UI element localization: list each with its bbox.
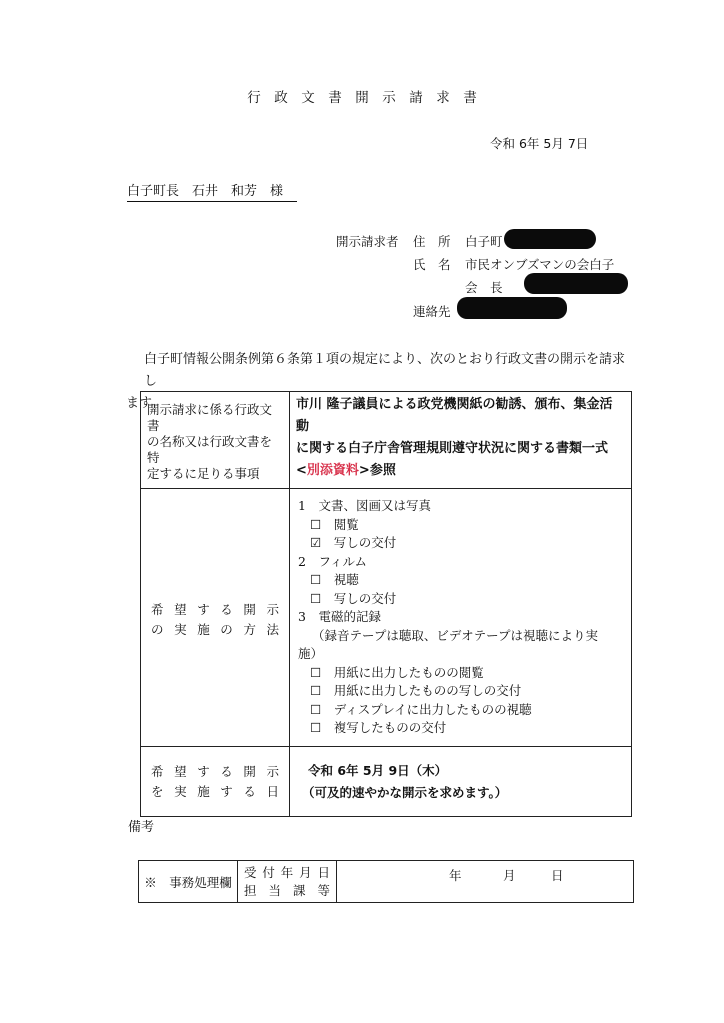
intro-line-1: 白子町情報公開条例第６条第１項の規定により、次のとおり行政文書の開示を請求し [144,352,626,389]
received-date-label: 受付年月日 [244,864,330,880]
address-label: 住 所 [413,234,451,249]
document-name-line-2: に関する白子庁舎管理規則遵守状況に関する書類一式 [296,441,609,456]
document-name-label-line: の名称又は行政文書を特 [147,434,273,465]
document-name-row [141,392,632,489]
document-name-line-1: 市川 隆子議員による政党機関紙の勧誘、頒布、集金活動 [296,397,613,434]
method-heading-documents: 1 文書、図画又は写真 [298,498,431,513]
attachment-highlight: 別添資料 [306,463,359,478]
document-name-label-cell [141,392,290,489]
method-row [141,489,632,747]
method-options-cell [290,489,632,747]
redaction-address [504,229,596,249]
desired-date: 令和 6年 5月 9日（木） [308,762,448,778]
office-use-table [138,860,634,903]
address-value: 白子町 [465,234,503,249]
option-printout-view: ☐ 用紙に出力したものの閲覧 [310,664,484,680]
office-use-row [139,861,634,903]
office-use-label: ※ 事務処理欄 [144,874,232,890]
requester-label: 開示請求者 [336,234,399,249]
name-label: 氏 名 [413,257,451,272]
document-name-label-line: 定するに足りる事項 [147,466,260,481]
electronic-note-line-2: 施） [298,646,324,661]
option-view: ☐ 閲覧 [310,516,359,532]
date-label-cell [141,747,290,817]
day-label: 日 [551,868,564,883]
electronic-note-line-1: （録音テープは聴取、ビデオテープは視聴により実 [312,627,599,643]
method-label-line-1: 希望する開示 [151,601,279,617]
name-value: 市民オンブズマンの会白子 [465,257,615,272]
request-table [140,391,632,817]
contact-label: 連絡先 [413,304,451,319]
role-label: 会 長 [465,280,503,295]
month-label: 月 [503,868,516,883]
remarks-label: 備考 [128,820,155,835]
date-label-line-2: を実施する日 [151,783,279,799]
redaction-contact [457,297,567,319]
option-film-view: ☐ 視聴 [310,572,359,587]
document-name-content-cell [290,392,632,489]
document-name-line-3 [296,460,625,482]
method-label-cell [141,489,290,747]
office-use-label-cell [139,861,238,903]
addressee: 白子町長 石井 和芳 様 [127,180,297,202]
office-date-cell [337,861,634,903]
request-date: 令和 6年 5月 7日 [490,136,589,151]
department-label: 担当課等 [244,882,330,898]
method-heading-electronic: 3 電磁的記録 [298,609,381,624]
redaction-name [524,273,628,294]
year-label: 年 [449,868,462,883]
document-title: 行 政 文 書 開 示 請 求 書 [247,90,477,106]
option-film-copy: ☐ 写しの交付 [310,590,397,606]
bracket-open: < [296,463,307,478]
date-label-line-1: 希望する開示 [151,763,279,779]
intro-line-2: ます。 [126,396,164,411]
option-printout-copy: ☐ 用紙に出力したものの写しの交付 [310,683,522,698]
date-content-cell [290,747,632,817]
option-copy-checked: ☑ 写しの交付 [310,535,397,550]
desired-date-note: （可及的速やかな開示を求めます。） [302,784,508,800]
option-duplicate: ☐ 複写したものの交付 [310,720,447,735]
date-row [141,747,632,817]
option-display-view: ☐ ディスプレイに出力したものの視聴 [310,701,532,717]
office-fields-cell [238,861,337,903]
method-label-line-2: の実施の方法 [151,621,279,637]
bracket-close-reference: >参照 [358,463,396,478]
document-name-label-line: 開示請求に係る行政文書 [147,402,273,433]
method-heading-film: 2 フィルム [298,553,367,569]
